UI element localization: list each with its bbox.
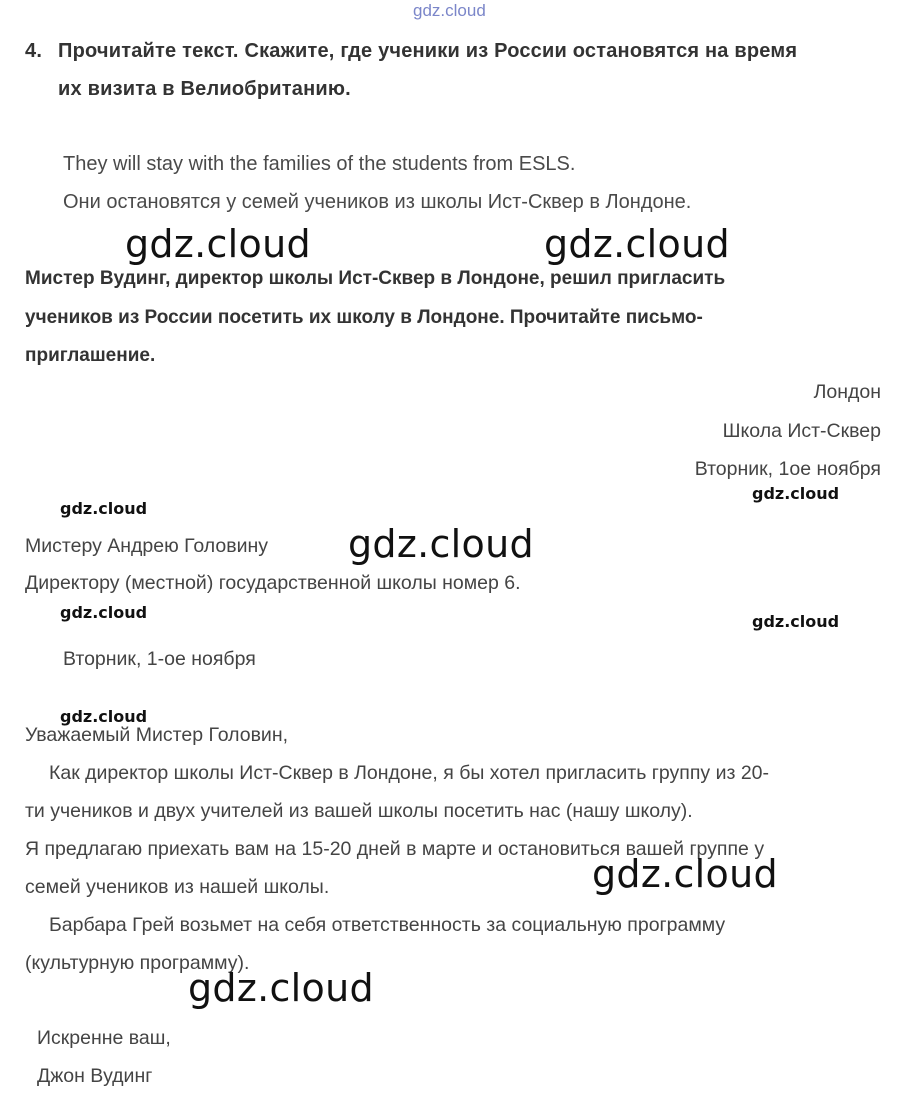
recipient-title: Директору (местной) государственной школы номер 6. <box>25 572 521 594</box>
intro-line-2: учеников из России посетить их школу в Лондоне. Прочитайте письмо- <box>25 307 703 328</box>
watermark-small: gdz.cloud <box>752 612 840 631</box>
watermark-big: gdz.cloud <box>348 522 534 566</box>
letter-body-line: ти учеников и двух учителей из вашей школы посетить нас (нашу школу). <box>25 800 693 822</box>
watermark-small: gdz.cloud <box>752 484 840 503</box>
watermark-small: gdz.cloud <box>60 707 148 726</box>
watermark-big: gdz.cloud <box>188 966 374 1010</box>
watermark-top: gdz.cloud <box>413 1 486 20</box>
recipient-name: Мистеру Андрею Головину <box>25 535 269 557</box>
watermark-small: gdz.cloud <box>60 499 148 518</box>
intro-line-1: Мистер Вудинг, директор школы Ист-Сквер в Лондоне, решил пригласить <box>25 268 726 289</box>
letter-body-line: Барбара Грей возьмет на себя ответственность за социальную программу <box>49 914 726 936</box>
watermark-big: gdz.cloud <box>125 222 311 266</box>
watermark-big: gdz.cloud <box>544 222 730 266</box>
sender-date: Вторник, 1ое ноября <box>694 458 881 480</box>
letter-body-line: Как директор школы Ист-Сквер в Лондоне, я бы хотел пригласить группу из 20- <box>49 762 770 784</box>
letter-signature: Джон Вудинг <box>37 1065 153 1087</box>
answer-english: They will stay with the families of the students from ESLS. <box>63 153 576 175</box>
letter-closing: Искренне ваш, <box>37 1027 171 1049</box>
watermark-small: gdz.cloud <box>60 603 148 622</box>
answer-russian: Они остановятся у семей учеников из школы Ист-Сквер в Лондоне. <box>63 191 692 213</box>
letter-body-line: Я предлагаю приехать вам на 15-20 дней в марте и остановиться вашей группе у <box>25 838 765 860</box>
intro-line-3: приглашение. <box>25 345 156 366</box>
sender-city: Лондон <box>813 381 881 403</box>
watermark-big: gdz.cloud <box>592 852 778 896</box>
sender-school: Школа Ист-Сквер <box>722 420 881 442</box>
letter-body-line: (культурную программу). <box>25 952 250 974</box>
letter-date: Вторник, 1-ое ноября <box>63 648 256 670</box>
task-text-line-2: их визита в Велиобританию. <box>58 78 351 100</box>
letter-greeting: Уважаемый Мистер Головин, <box>25 724 289 746</box>
task-text-line-1: Прочитайте текст. Скажите, где ученики из России остановятся на время <box>58 40 798 62</box>
letter-body-line: семей учеников из нашей школы. <box>25 876 330 898</box>
task-number: 4. <box>25 40 43 62</box>
